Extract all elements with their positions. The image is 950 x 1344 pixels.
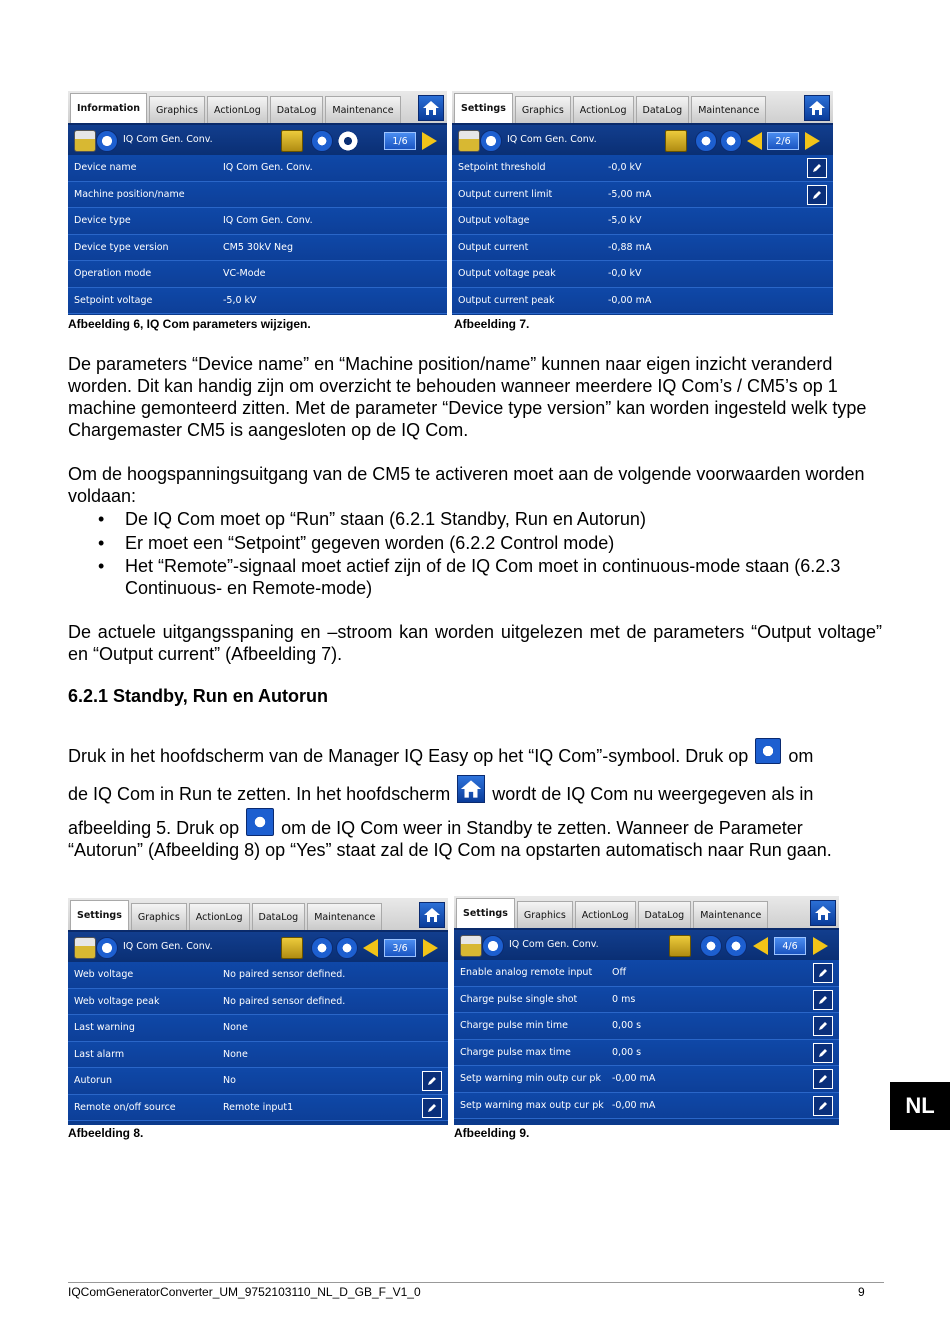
list-item: • Het “Remote”-signaal moet actief zijn of de IQ Com moet in continuous-mode staan (6.2.3 Continuous- en Remote-mode) xyxy=(68,555,882,599)
param-value: -0,0 kV xyxy=(608,162,642,174)
param-value: -0,00 mA xyxy=(612,1099,656,1111)
tab-datalog[interactable]: DataLog xyxy=(636,96,690,123)
param-row-setp-warning-max[interactable] xyxy=(454,1093,839,1120)
pencil-icon xyxy=(817,1073,829,1085)
pencil-icon xyxy=(426,1102,438,1114)
param-value: -0,00 mA xyxy=(612,1073,656,1085)
conditions-list xyxy=(68,508,882,601)
param-row-output-voltage-peak[interactable] xyxy=(452,261,833,288)
run-icon[interactable] xyxy=(96,130,118,152)
edit-button[interactable] xyxy=(422,1098,442,1118)
standby-icon[interactable] xyxy=(700,935,722,957)
param-row-output-voltage[interactable] xyxy=(452,208,833,235)
param-label: Web voltage peak xyxy=(74,995,160,1007)
home-icon xyxy=(814,905,832,921)
text-run: om de IQ Com weer in Standby te zetten. Wanneer de Parameter “Autorun” (Afbeelding 8) op “Yes” staat zal de IQ Com na opstarten automatisch naar Run gaan. xyxy=(68,818,832,860)
param-label: Operation mode xyxy=(74,268,152,280)
tab-datalog[interactable]: DataLog xyxy=(270,96,324,123)
param-label: Charge pulse min time xyxy=(460,1020,569,1032)
param-value: VC-Mode xyxy=(223,268,266,280)
tab-settings[interactable]: Settings xyxy=(456,898,515,928)
screenshot-afbeelding-6 xyxy=(68,91,447,315)
page-indicator: 3/6 xyxy=(384,939,416,957)
param-row-machine-position[interactable] xyxy=(68,182,447,209)
iq-com-jar-icon[interactable] xyxy=(458,130,480,152)
pencil-icon xyxy=(811,189,823,201)
iq-com-jar-icon[interactable] xyxy=(74,130,96,152)
param-value: 0,00 s xyxy=(612,1046,642,1058)
device-title: IQ Com Gen. Conv. xyxy=(507,134,597,145)
param-row-output-current-peak[interactable] xyxy=(452,288,833,315)
text-run: om xyxy=(788,746,814,766)
param-value: IQ Com Gen. Conv. xyxy=(223,162,313,174)
tab-graphics[interactable]: Graphics xyxy=(149,96,205,123)
param-row-web-voltage[interactable] xyxy=(68,962,448,989)
standby-icon xyxy=(246,808,274,836)
param-value: IQ Com Gen. Conv. xyxy=(223,215,313,227)
param-value: None xyxy=(223,1022,248,1034)
param-row-charge-pulse-max-time[interactable] xyxy=(454,1040,839,1067)
param-label: Output current limit xyxy=(458,188,553,200)
device-title: IQ Com Gen. Conv. xyxy=(123,134,213,145)
tab-datalog[interactable]: DataLog xyxy=(252,903,306,930)
page-indicator: 4/6 xyxy=(774,937,806,955)
toolbar xyxy=(452,123,833,155)
parameter-list xyxy=(68,962,448,1121)
tab-information[interactable]: Information xyxy=(70,93,147,123)
param-label: Device type xyxy=(74,215,131,227)
param-row-remote-source[interactable] xyxy=(68,1095,448,1122)
text-run: wordt de IQ Com nu weergegeven als in xyxy=(492,784,814,804)
paragraph-run-standby xyxy=(68,730,882,861)
folder-icon[interactable] xyxy=(281,130,303,152)
previous-page-arrow-icon[interactable] xyxy=(753,937,768,955)
tab-graphics[interactable]: Graphics xyxy=(131,903,187,930)
edit-button[interactable] xyxy=(813,963,833,983)
param-label: Autorun xyxy=(74,1075,113,1087)
param-label: Setp warning max outp cur pk xyxy=(460,1099,604,1111)
edit-button[interactable] xyxy=(813,1043,833,1063)
figure-caption: Afbeelding 7. xyxy=(454,317,530,331)
param-value: No paired sensor defined. xyxy=(223,995,346,1007)
previous-page-arrow-icon[interactable] xyxy=(363,939,378,957)
param-label: Output voltage peak xyxy=(458,268,556,280)
home-button[interactable] xyxy=(418,95,444,121)
device-title: IQ Com Gen. Conv. xyxy=(123,941,213,952)
toolbar xyxy=(68,123,447,155)
footer-divider xyxy=(68,1282,884,1283)
next-page-arrow-icon[interactable] xyxy=(805,132,820,150)
home-icon xyxy=(808,100,826,116)
pencil-icon xyxy=(811,162,823,174)
edit-button[interactable] xyxy=(813,1069,833,1089)
edit-button[interactable] xyxy=(807,158,827,178)
param-value: Remote input1 xyxy=(223,1101,294,1113)
folder-icon[interactable] xyxy=(281,937,303,959)
list-item: • Er moet een “Setpoint” gegeven worden (6.2.2 Control mode) xyxy=(68,532,882,554)
edit-button[interactable] xyxy=(422,1071,442,1091)
param-value: -0,88 mA xyxy=(608,241,652,253)
screenshot-afbeelding-9 xyxy=(454,896,839,1125)
home-button[interactable] xyxy=(804,95,830,121)
param-value: CM5 30kV Neg xyxy=(223,241,293,253)
standby-icon[interactable] xyxy=(311,130,333,152)
standby-icon[interactable] xyxy=(311,937,333,959)
paragraph-uitgangsspanning: De actuele uitgangsspaning en –stroom kan worden uitgelezen met de parameters “Output voltage” en “Output current” (Afbeelding 7). xyxy=(68,622,882,664)
text-line xyxy=(68,763,882,804)
parameter-list xyxy=(452,155,833,314)
param-label: Output current peak xyxy=(458,294,555,306)
home-button[interactable] xyxy=(810,900,836,926)
param-row-device-type-version[interactable] xyxy=(68,235,447,262)
folder-icon[interactable] xyxy=(665,130,687,152)
pencil-icon xyxy=(817,967,829,979)
param-value: -5,00 mA xyxy=(608,188,652,200)
param-label: Last alarm xyxy=(74,1048,125,1060)
param-value: 0,00 s xyxy=(612,1020,642,1032)
tab-bar xyxy=(454,896,839,928)
device-title: IQ Com Gen. Conv. xyxy=(509,939,599,950)
tab-bar xyxy=(452,91,833,123)
figure-caption: Afbeelding 8. xyxy=(68,1126,144,1140)
edit-button[interactable] xyxy=(807,185,827,205)
param-value: None xyxy=(223,1048,248,1060)
list-item: • De IQ Com moet op “Run” staan (6.2.1 Standby, Run en Autorun) xyxy=(68,508,882,530)
tab-settings[interactable]: Settings xyxy=(70,900,129,930)
tab-actionlog[interactable]: ActionLog xyxy=(573,96,634,123)
text-line xyxy=(68,796,882,861)
param-row-last-alarm[interactable] xyxy=(68,1042,448,1069)
param-label: Setpoint voltage xyxy=(74,294,153,306)
tab-graphics[interactable]: Graphics xyxy=(515,96,571,123)
section-heading: 6.2.1 Standby, Run en Autorun xyxy=(68,686,329,706)
param-label: Charge pulse max time xyxy=(460,1046,571,1058)
tab-actionlog[interactable]: ActionLog xyxy=(207,96,268,123)
param-label: Charge pulse single shot xyxy=(460,993,578,1005)
next-page-arrow-icon[interactable] xyxy=(423,939,438,957)
page-number: 9 xyxy=(858,1285,865,1299)
pencil-icon xyxy=(426,1075,438,1087)
home-button[interactable] xyxy=(419,902,445,928)
tab-bar xyxy=(68,91,447,123)
run-icon[interactable] xyxy=(96,937,118,959)
figure-caption: Afbeelding 6, IQ Com parameters wijzigen. xyxy=(68,317,311,331)
standby-icon[interactable] xyxy=(695,130,717,152)
home-icon xyxy=(423,907,441,923)
run-icon[interactable] xyxy=(480,130,502,152)
param-row-web-voltage-peak[interactable] xyxy=(68,989,448,1016)
footer-document-id: IQComGeneratorConverter_UM_9752103110_NL_D_GB_F_V1_0 xyxy=(68,1285,421,1299)
tab-datalog[interactable]: DataLog xyxy=(638,901,692,928)
page-indicator: 1/6 xyxy=(384,132,416,150)
iq-com-jar-icon[interactable] xyxy=(74,937,96,959)
toolbar xyxy=(454,928,839,960)
param-row-output-current-limit[interactable] xyxy=(452,182,833,209)
language-badge: NL xyxy=(890,1082,950,1130)
edit-button[interactable] xyxy=(813,1016,833,1036)
figure-caption: Afbeelding 9. xyxy=(454,1126,530,1140)
parameter-list xyxy=(454,960,839,1119)
text-run: de IQ Com in Run te zetten. In het hoofdscherm xyxy=(68,784,451,804)
tab-maintenance[interactable]: Maintenance xyxy=(693,901,768,928)
next-page-arrow-icon[interactable] xyxy=(813,937,828,955)
param-row-device-type[interactable] xyxy=(68,208,447,235)
up-icon[interactable] xyxy=(720,130,742,152)
paragraph-device-name: De parameters “Device name” en “Machine position/name” kunnen naar eigen inzicht veranderd worden. Dit kan handig zijn om overzicht te behouden wanneer meerdere IQ Com’s / CM5’s op 1 machine gemonteerd zitten. Met de parameter “Device type version” kan worden ingesteld welk type Chargemaster CM5 is aangesloten op de IQ Com. xyxy=(68,354,867,440)
param-value: -0,0 kV xyxy=(608,268,642,280)
previous-page-arrow-icon[interactable] xyxy=(747,132,762,150)
toolbar xyxy=(68,930,448,962)
home-icon xyxy=(457,775,485,803)
text-run: afbeelding 5. Druk op xyxy=(68,818,240,838)
pencil-icon xyxy=(817,1047,829,1059)
param-value: 0 ms xyxy=(612,993,636,1005)
param-label: Device name xyxy=(74,162,137,174)
text-line xyxy=(68,730,882,766)
tab-actionlog[interactable]: ActionLog xyxy=(575,901,636,928)
page-indicator: 2/6 xyxy=(767,132,799,150)
run-icon[interactable] xyxy=(482,935,504,957)
param-label: Last warning xyxy=(74,1022,135,1034)
param-value: No xyxy=(223,1075,236,1087)
param-label: Machine position/name xyxy=(74,188,185,200)
tab-actionlog[interactable]: ActionLog xyxy=(189,903,250,930)
iq-com-jar-icon[interactable] xyxy=(460,935,482,957)
param-label: Device type version xyxy=(74,241,169,253)
home-icon xyxy=(422,100,440,116)
parameter-list xyxy=(68,155,447,314)
folder-icon[interactable] xyxy=(669,935,691,957)
pencil-icon xyxy=(817,994,829,1006)
param-value: Off xyxy=(612,967,627,979)
run-icon xyxy=(755,738,781,764)
up-icon[interactable] xyxy=(336,937,358,959)
screenshot-afbeelding-8 xyxy=(68,898,448,1125)
param-value: No paired sensor defined. xyxy=(223,969,346,981)
tab-maintenance[interactable]: Maintenance xyxy=(325,96,400,123)
param-label: Remote on/off source xyxy=(74,1101,176,1113)
param-row-autorun[interactable] xyxy=(68,1068,448,1095)
param-label: Web voltage xyxy=(74,969,134,981)
param-row-setp-warning-min[interactable] xyxy=(454,1066,839,1093)
param-row-output-current[interactable] xyxy=(452,235,833,262)
paragraph-voorwaarden: Om de hoogspanningsuitgang van de CM5 te activeren moet aan de volgende voorwaarden worden voldaan: xyxy=(68,464,865,506)
tab-settings[interactable]: Settings xyxy=(454,93,513,123)
screenshot-afbeelding-7 xyxy=(452,91,833,315)
tab-maintenance[interactable]: Maintenance xyxy=(307,903,382,930)
text-run: Druk in het hoofdscherm van de Manager IQ Easy op het “IQ Com”-symbool. Druk op xyxy=(68,746,749,766)
gear-icon[interactable] xyxy=(337,130,359,152)
param-value: -5,0 kV xyxy=(223,294,257,306)
tab-graphics[interactable]: Graphics xyxy=(517,901,573,928)
param-row-device-name[interactable] xyxy=(68,155,447,182)
param-value: -0,00 mA xyxy=(608,294,652,306)
edit-button[interactable] xyxy=(813,990,833,1010)
param-label: Output current xyxy=(458,241,529,253)
next-page-arrow-icon[interactable] xyxy=(422,132,437,150)
param-row-last-warning[interactable] xyxy=(68,1015,448,1042)
param-row-setpoint-threshold[interactable] xyxy=(452,155,833,182)
param-label: Setp warning min outp cur pk xyxy=(460,1073,601,1085)
param-value: -5,0 kV xyxy=(608,215,642,227)
param-label: Setpoint threshold xyxy=(458,162,546,174)
param-row-charge-pulse-min-time[interactable] xyxy=(454,1013,839,1040)
param-label: Output voltage xyxy=(458,215,530,227)
edit-button[interactable] xyxy=(813,1096,833,1116)
param-row-analog-remote-input[interactable] xyxy=(454,960,839,987)
param-row-charge-pulse-single-shot[interactable] xyxy=(454,987,839,1014)
param-row-operation-mode[interactable] xyxy=(68,261,447,288)
pencil-icon xyxy=(817,1020,829,1032)
pencil-icon xyxy=(817,1100,829,1112)
up-icon[interactable] xyxy=(725,935,747,957)
param-label: Enable analog remote input xyxy=(460,967,593,979)
param-row-setpoint-voltage[interactable] xyxy=(68,288,447,315)
tab-bar xyxy=(68,898,448,930)
tab-maintenance[interactable]: Maintenance xyxy=(691,96,766,123)
